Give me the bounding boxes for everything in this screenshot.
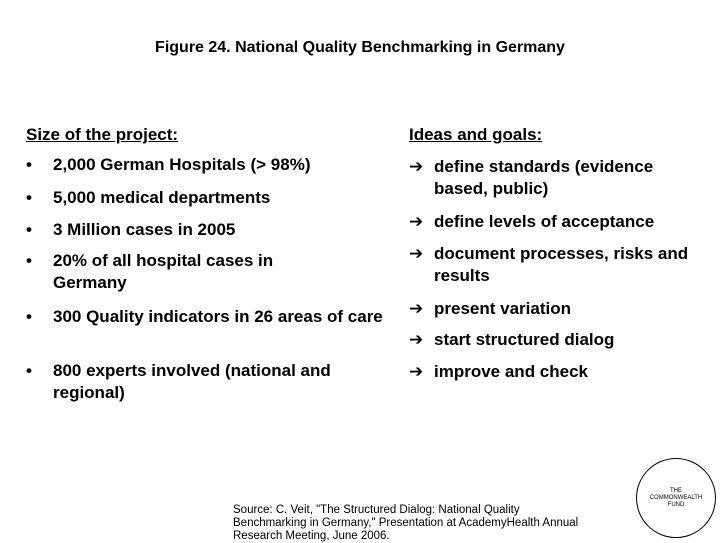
list-item-text: start structured dialog xyxy=(434,330,615,349)
list-item-text: 800 experts involved (national and regional) xyxy=(53,361,331,402)
bullet-icon: • xyxy=(26,307,32,326)
bullet-icon: • xyxy=(26,188,32,207)
list-item-text: define levels of acceptance xyxy=(434,212,655,231)
arrow-right-icon: ➔ xyxy=(409,244,424,263)
source-citation: Source: C. Veit, "The Structured Dialog: National Quality Benchmarking in Germany," Presentation at AcademyHealth Annual Research Meeting, June 2006. xyxy=(233,504,579,542)
bullet-icon: • xyxy=(26,251,32,270)
left-column-heading: Size of the project: xyxy=(26,125,179,144)
arrow-right-icon: ➔ xyxy=(409,157,424,176)
arrow-right-icon: ➔ xyxy=(409,362,424,381)
bullet-icon: • xyxy=(26,155,32,174)
logo-line: COMMONWEALTH xyxy=(649,494,703,501)
list-item xyxy=(26,360,386,404)
list-item xyxy=(409,361,709,383)
logo-line: FUND xyxy=(667,501,685,508)
list-item xyxy=(26,219,386,241)
list-item xyxy=(26,306,386,328)
list-item xyxy=(26,187,386,209)
list-item xyxy=(409,156,709,200)
list-item xyxy=(26,154,386,176)
list-item-text: 2,000 German Hospitals (> 98%) xyxy=(53,155,311,174)
right-column-heading: Ideas and goals: xyxy=(409,125,543,144)
list-item xyxy=(409,243,709,287)
list-item-text: 5,000 medical departments xyxy=(53,188,271,207)
list-item-text: present variation xyxy=(434,299,571,318)
list-item xyxy=(409,211,709,233)
list-item-text: 300 Quality indicators in 26 areas of care xyxy=(53,307,383,326)
arrow-right-icon: ➔ xyxy=(409,299,424,318)
list-item-text: 20% of all hospital cases in Germany xyxy=(53,251,274,292)
list-item-text: 3 Million cases in 2005 xyxy=(53,220,236,239)
logo-line: THE xyxy=(670,487,682,494)
commonwealth-fund-logo xyxy=(636,458,716,538)
list-item-text: document processes, risks and results xyxy=(434,244,689,285)
arrow-right-icon: ➔ xyxy=(409,330,424,349)
list-item xyxy=(26,250,386,294)
list-item-text: improve and check xyxy=(434,362,589,381)
bullet-icon: • xyxy=(26,220,32,239)
bullet-icon: • xyxy=(26,361,32,380)
figure-title: Figure 24. National Quality Benchmarking in Germany xyxy=(155,39,565,56)
arrow-right-icon: ➔ xyxy=(409,212,424,231)
list-item-text: define standards (evidence based, public) xyxy=(434,157,654,198)
list-item xyxy=(409,329,709,351)
list-item xyxy=(409,298,709,320)
